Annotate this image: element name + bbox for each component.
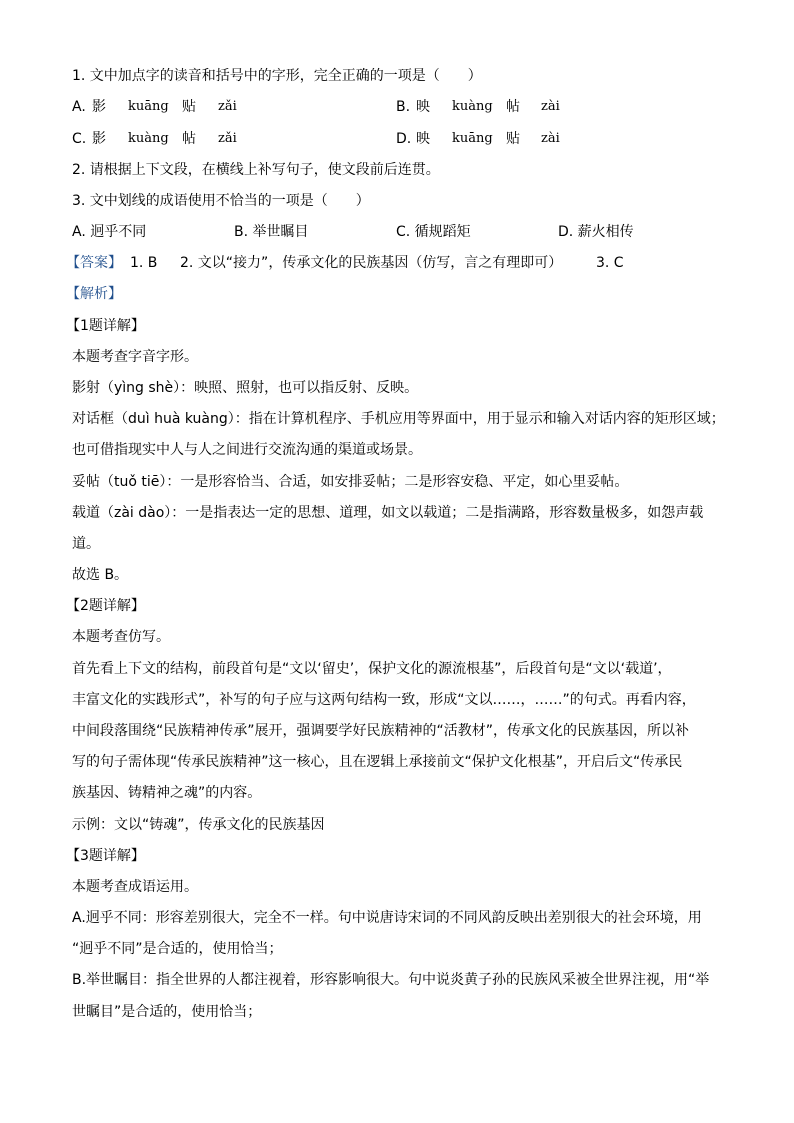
d1-line: 对话框（duì huà kuàng）：指在计算机程序、手机应用等界面中，用于显示和输入对话内容的矩形区域； xyxy=(72,411,725,427)
option-char: 帖 xyxy=(182,131,196,147)
d1-line: 载道（zài dào）：一是指表达一定的思想、道理，如文以载道；二是指满路，形容数量极多，如怨声载 xyxy=(72,505,704,521)
answer-2: 2. 文以“接力”，传承文化的民族基因（仿写，言之有理即可） xyxy=(180,255,563,271)
d2-line: 中间段落围绕“民族精神传承”展开，强调要学好民族精神的“活教材”，传承文化的民族基因，所以补 xyxy=(72,723,690,739)
d2-line: 示例：文以“铸魂”，传承文化的民族基因 xyxy=(72,817,325,833)
option-char: 帖 xyxy=(506,99,520,115)
option-char: 映 xyxy=(416,131,430,147)
option-char: 映 xyxy=(416,99,430,115)
d2-line: 本题考查仿写。 xyxy=(72,629,170,645)
d3-line: A.迥乎不同：形容差别很大，完全不一样。句中说唐诗宋词的不同风韵反映出差别很大的社会环境，用 xyxy=(72,910,702,926)
option-char: 影 xyxy=(92,131,106,147)
option-pinyin: kuāng xyxy=(128,99,169,114)
q2-stem: 2. 请根据上下文段，在横线上补写句子，使文段前后连贯。 xyxy=(72,162,440,178)
option-letter: C. xyxy=(72,131,87,147)
d1-line: 故选 B。 xyxy=(72,567,129,583)
d3-heading: 【3题详解】 xyxy=(66,848,145,864)
d1-line: 妥帖（tuǒ tiē）：一是形容恰当、合适，如安排妥帖；二是形容安稳、平定，如心里妥帖。 xyxy=(72,474,629,490)
d3-line: “迥乎不同”是合适的，使用恰当； xyxy=(72,941,283,957)
option-pinyin: zài xyxy=(541,99,560,114)
q1-stem: 1. 文中加点字的读音和括号中的字形，完全正确的一项是（ ） xyxy=(72,68,482,84)
option-letter: B. xyxy=(396,99,411,115)
d3-line: 本题考查成语运用。 xyxy=(72,879,198,895)
option-char: 贴 xyxy=(506,131,520,147)
option-pinyin: zǎi xyxy=(218,131,237,146)
d1-heading: 【1题详解】 xyxy=(66,318,145,334)
answer-tag: 【答案】 xyxy=(66,255,122,271)
answer-3: 3. C xyxy=(596,255,624,271)
q3-option-d: D. 薪火相传 xyxy=(558,224,634,240)
d1-line: 也可借指现实中人与人之间进行交流沟通的渠道或场景。 xyxy=(72,442,422,458)
d1-line: 道。 xyxy=(72,536,100,552)
q3-option-b: B. 举世瞩目 xyxy=(234,224,309,240)
d2-line: 写的句子需体现“传承民族精神”这一核心，且在逻辑上承接前文“保护文化根基”，开启后文“传承民 xyxy=(72,754,683,770)
d3-line: 世瞩目”是合适的，使用恰当； xyxy=(72,1004,262,1020)
answer-1: 1. B xyxy=(130,255,158,271)
option-pinyin: zài xyxy=(541,131,560,146)
d2-heading: 【2题详解】 xyxy=(66,598,145,614)
option-letter: D. xyxy=(396,131,412,147)
q3-option-a: A. 迥乎不同 xyxy=(72,224,147,240)
option-pinyin: zǎi xyxy=(218,99,237,114)
analysis-tag: 【解析】 xyxy=(66,286,122,302)
d1-line: 本题考查字音字形。 xyxy=(72,349,198,365)
option-letter: A. xyxy=(72,99,86,115)
d2-line: 丰富文化的实践形式”，补写的句子应与这两句结构一致，形成“文以……，……”的句式。再看内容， xyxy=(72,692,696,708)
option-char: 贴 xyxy=(182,99,196,115)
option-pinyin: kuāng xyxy=(452,131,493,146)
q3-option-c: C. 循规蹈矩 xyxy=(396,224,471,240)
option-pinyin: kuàng xyxy=(452,99,493,114)
d2-line: 族基因、铸精神之魂”的内容。 xyxy=(72,785,262,801)
q3-stem: 3. 文中划线的成语使用不恰当的一项是（ ） xyxy=(72,193,370,209)
d1-line: 影射（yìng shè）：映照、照射，也可以指反射、反映。 xyxy=(72,380,419,396)
option-pinyin: kuàng xyxy=(128,131,169,146)
d2-line: 首先看上下文的结构，前段首句是“文以‘留史’，保护文化的源流根基”，后段首句是“文以‘载道’， xyxy=(72,661,672,677)
option-char: 影 xyxy=(92,99,106,115)
d3-line: B.举世瞩目：指全世界的人都注视着，形容影响很大。句中说炎黄子孙的民族风采被全世界注视，用“举 xyxy=(72,972,710,988)
